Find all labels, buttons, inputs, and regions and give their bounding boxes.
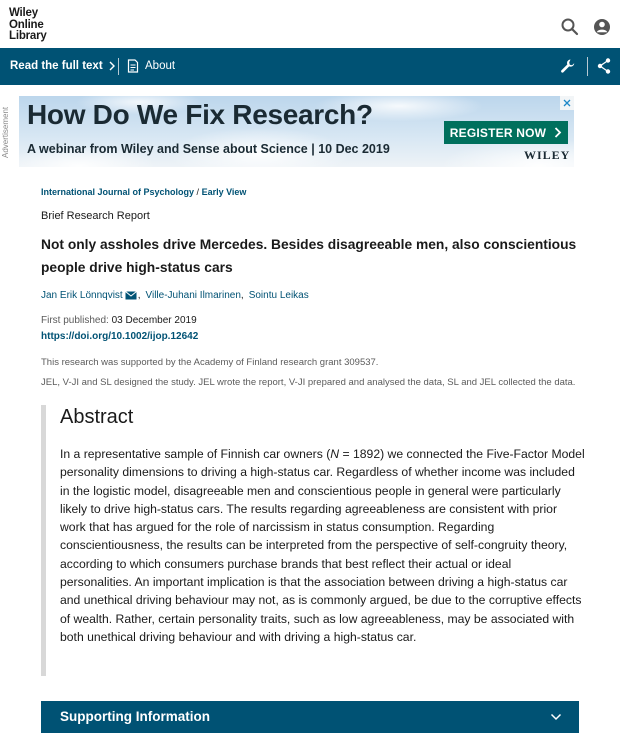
about-link[interactable] xyxy=(127,59,175,73)
abstract-accent-bar xyxy=(41,405,46,676)
abstract-text-part: In a representative sample of Finnish car owners ( xyxy=(60,447,331,461)
share-icon[interactable] xyxy=(596,57,612,75)
author-link[interactable]: Jan Erik Lönnqvist xyxy=(41,290,123,301)
document-icon xyxy=(127,59,139,73)
funding-note: This research was supported by the Academy of Finland research grant 309537. xyxy=(41,357,379,368)
read-full-text-link[interactable] xyxy=(10,60,116,72)
author-separator: , xyxy=(240,290,244,301)
logo-line-2: Online xyxy=(9,18,44,31)
chevron-right-icon xyxy=(554,127,562,138)
author-link[interactable]: Ville-Juhani Ilmarinen xyxy=(145,290,241,301)
first-published xyxy=(41,315,197,326)
user-account-icon[interactable] xyxy=(592,17,612,37)
register-now-label: REGISTER NOW xyxy=(449,125,547,140)
abstract-heading: Abstract xyxy=(60,406,134,428)
logo-line-3: Library xyxy=(9,30,47,42)
article-type: Brief Research Report xyxy=(41,210,150,222)
toolbar-divider xyxy=(587,57,588,76)
ad-headline: How Do We Fix Research? xyxy=(27,99,373,130)
doi-link[interactable]: https://doi.org/10.1002/ijop.12642 xyxy=(41,331,199,342)
breadcrumb-section-link[interactable]: Early View xyxy=(201,187,247,197)
about-label: About xyxy=(145,60,176,72)
chevron-right-icon xyxy=(108,61,116,71)
read-full-text-label: Read the full text xyxy=(10,60,103,72)
supporting-information-accordion[interactable] xyxy=(41,701,579,733)
tools-icon[interactable] xyxy=(559,57,577,75)
advertisement-label: Advertisement xyxy=(1,106,10,158)
author-separator: , xyxy=(137,290,141,301)
logo-line-1: Wiley xyxy=(9,7,38,19)
register-now-button[interactable] xyxy=(444,121,568,144)
article-toolbar xyxy=(0,48,620,85)
search-icon[interactable] xyxy=(560,17,580,37)
breadcrumb-journal-link[interactable]: International Journal of Psychology xyxy=(41,187,195,197)
breadcrumb-separator: / xyxy=(196,187,202,197)
first-published-label: First published: xyxy=(41,315,109,326)
wiley-online-library-logo[interactable] xyxy=(9,8,47,43)
first-published-date: 03 December 2019 xyxy=(111,315,197,326)
ad-close-icon[interactable] xyxy=(560,96,574,110)
webinar-ad-banner[interactable] xyxy=(19,96,574,167)
site-header xyxy=(0,0,620,48)
article-title: Not only assholes drive Mercedes. Besides disagreeable men, also conscientious people drive high-status cars xyxy=(41,237,577,275)
author-list xyxy=(41,290,309,301)
abstract-text xyxy=(60,445,585,646)
breadcrumb xyxy=(41,187,246,197)
sample-size-variable: N xyxy=(330,447,340,461)
ad-subline: A webinar from Wiley and Sense about Science | 10 Dec 2019 xyxy=(27,142,390,156)
chevron-down-icon xyxy=(549,710,563,724)
toolbar-divider xyxy=(118,58,119,75)
email-icon[interactable] xyxy=(125,291,137,300)
supporting-information-label: Supporting Information xyxy=(60,709,210,724)
author-contributions: JEL, V-JI and SL designed the study. JEL wrote the report, V-JI prepared and analysed the data, SL and JEL collected the data. xyxy=(41,377,576,388)
wiley-brand-logo: WILEY xyxy=(524,148,571,162)
author-link[interactable]: Sointu Leikas xyxy=(248,290,309,301)
abstract-text-part: = 1892) we connected the Five-Factor Model personality dimensions to driving a high-status car. Regardless of whether income was included in the logistic model, disagreeable men and conscientious people in general were particularly likely to drive high-status cars. The results regarding agreeableness are consistent with prior work that has argued for the role of narcissism in status consumption. Regarding conscientiousness, the results can be interpreted from the perspective of self-congruity theory, according to which consumers purchase brands that best reflect their actual or ideal personalities. An important implication is that the association between driving a high-status car and unethical driving behaviour may not, as is commonly argued, be due to the corruptive effects of wealth. Rather, certain personality traits, such as low agreeableness, may be associated with both unethical driving behaviour and with driving a high-status car. xyxy=(60,447,585,644)
